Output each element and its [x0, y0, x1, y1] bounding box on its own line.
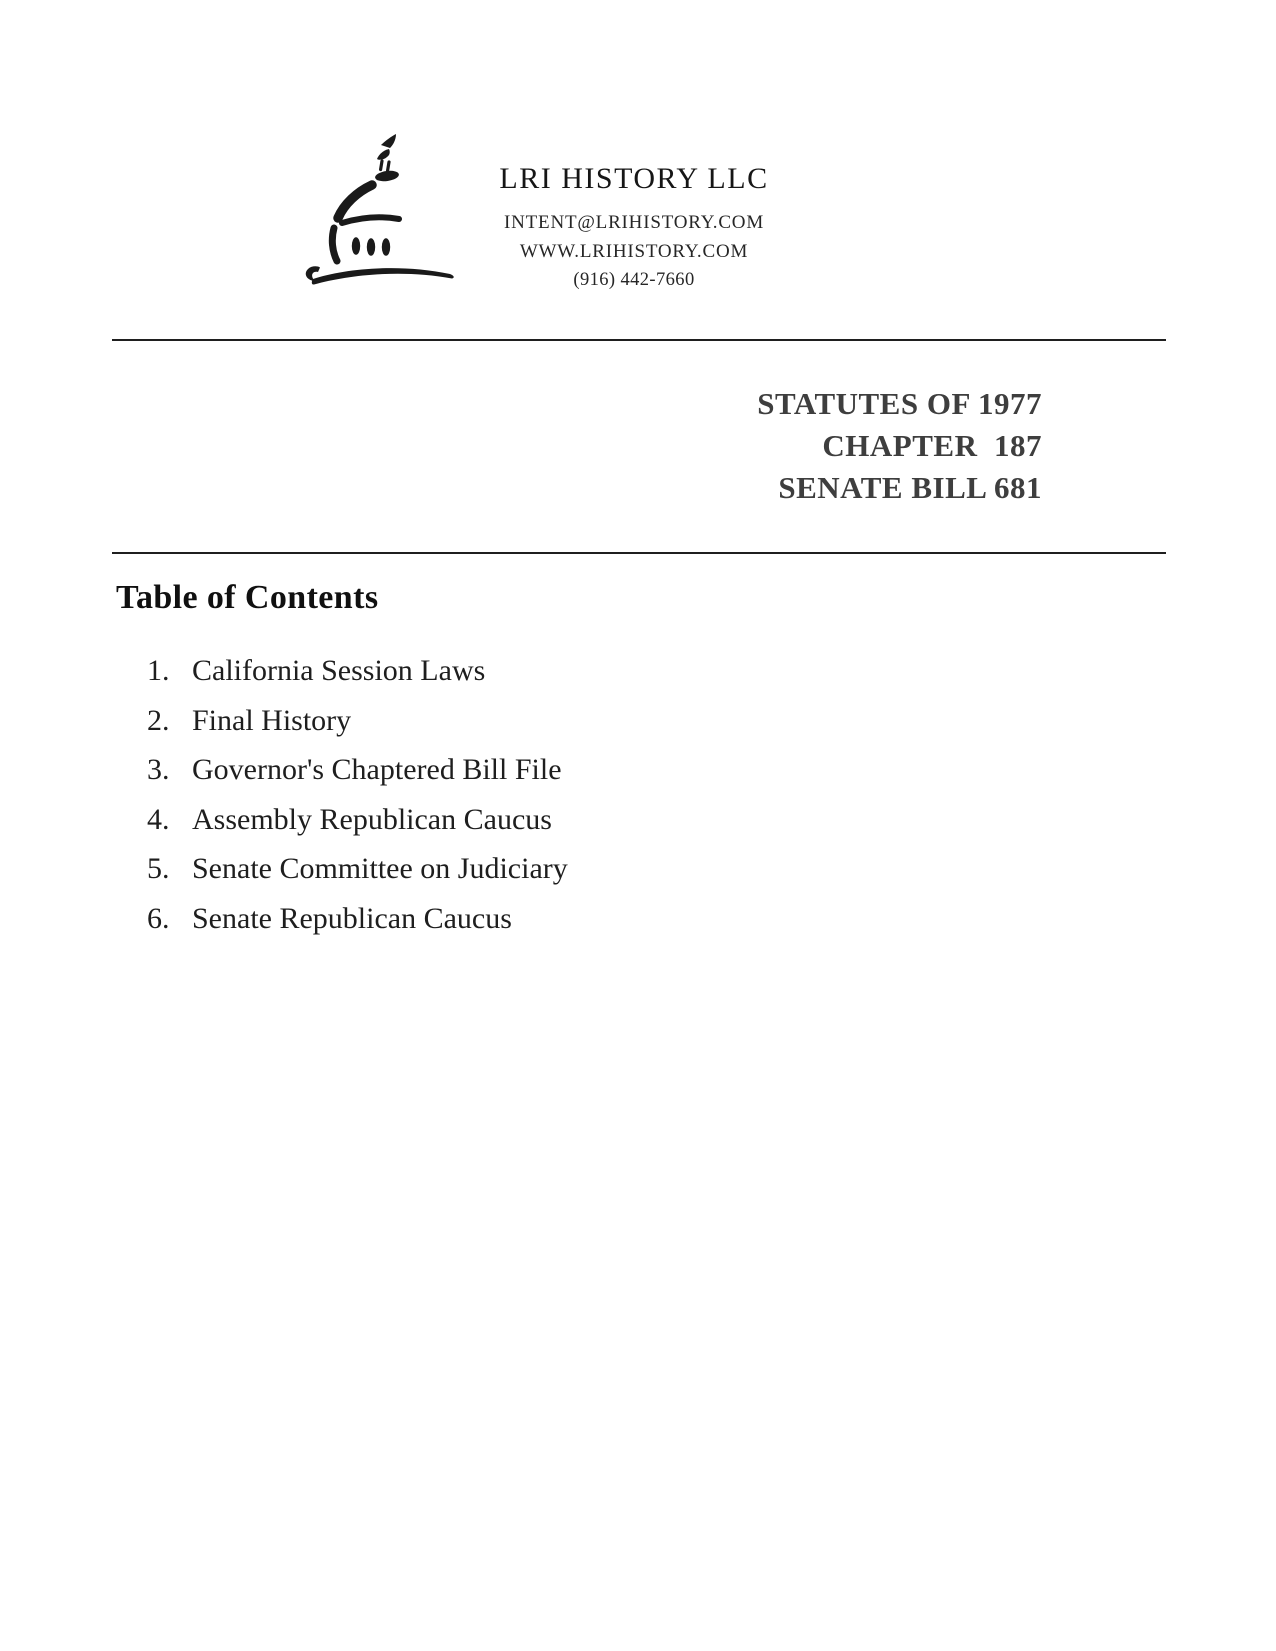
toc-item-label: Governor's Chaptered Bill File	[192, 753, 562, 786]
toc-item-number: 2.	[147, 703, 170, 737]
toc-list	[147, 653, 568, 950]
toc-item-label: Senate Committee on Judiciary	[192, 852, 568, 885]
toc-heading: Table of Contents	[116, 579, 379, 616]
company-phone: (916) 442-7660	[573, 270, 695, 290]
toc-item-number: 4.	[147, 802, 170, 836]
toc-item-california-session-laws	[147, 653, 568, 703]
chapter-line: CHAPTER 187	[822, 428, 1042, 463]
toc-item-senate-committee-on-judiciary	[147, 851, 568, 901]
statutes-year-line: STATUTES OF 1977	[757, 386, 1042, 421]
divider-top	[112, 339, 1166, 341]
masthead	[469, 162, 799, 295]
toc-item-label: Assembly Republican Caucus	[192, 802, 552, 836]
toc-item-label: Senate Republican Caucus	[192, 901, 512, 935]
statute-title-block	[757, 383, 1042, 509]
divider-bottom	[112, 552, 1166, 554]
toc-item-label: California Session Laws	[192, 654, 486, 687]
company-email: INTENT@LRIHISTORY.COM	[503, 212, 765, 233]
toc-item-number: 5.	[147, 852, 170, 885]
toc-item-number: 6.	[147, 901, 170, 935]
company-name: LRI HISTORY LLC	[499, 162, 769, 195]
toc-item-assembly-republican-caucus	[147, 802, 568, 852]
capitol-dome-logo-icon	[298, 130, 458, 290]
toc-item-final-history	[147, 703, 568, 753]
company-website: WWW.LRIHISTORY.COM	[519, 241, 749, 262]
senate-bill-line: SENATE BILL 681	[778, 470, 1042, 505]
toc-item-label: Final History	[192, 703, 352, 737]
toc-item-governors-chaptered-bill-file	[147, 752, 568, 802]
toc-item-number: 3.	[147, 753, 170, 786]
toc-item-senate-republican-caucus	[147, 901, 568, 951]
toc-item-number: 1.	[147, 654, 170, 687]
